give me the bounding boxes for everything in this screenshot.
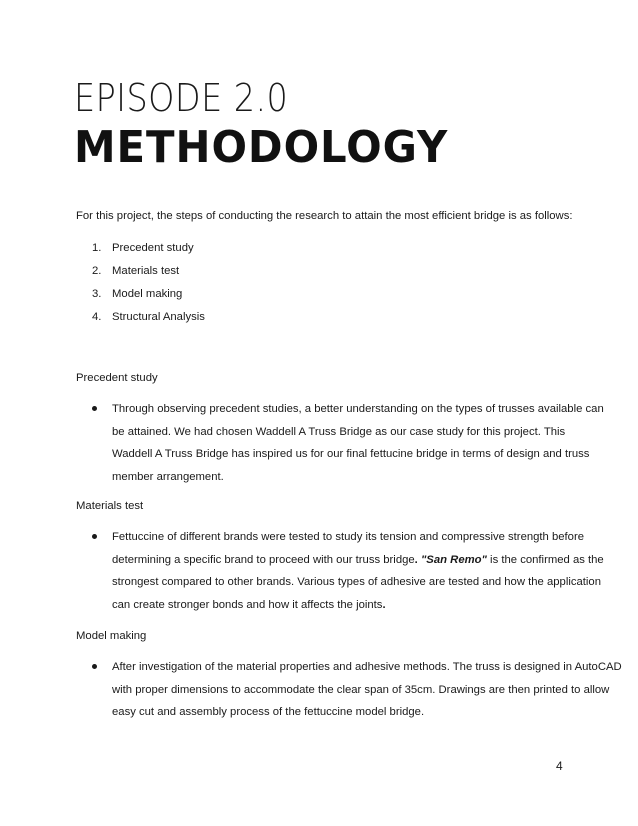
text-run: . xyxy=(414,553,418,566)
paragraph-line: Fettuccine of different brands were tested to study its tension and compressive strength before xyxy=(112,531,585,543)
paragraph-line: strongest compared to other brands. Various types of adhesive are tested and how the application xyxy=(112,576,601,589)
list-number: 1. xyxy=(92,242,102,254)
brand-name-emphasis: "San Remo" xyxy=(417,553,487,566)
bullet-dot-icon xyxy=(92,534,97,539)
episode-label: EPISODE 2.0 xyxy=(74,76,289,120)
section-heading-model: Model making xyxy=(76,630,147,642)
text-run: . xyxy=(382,598,386,611)
paragraph-line xyxy=(112,594,572,617)
list-number: 2. xyxy=(92,265,102,277)
intro-paragraph: For this project, the steps of conducting the research to attain the most efficient bridge is as follows: xyxy=(76,210,573,222)
list-number: 4. xyxy=(92,311,102,323)
bullet-materials xyxy=(92,526,604,616)
list-item xyxy=(92,309,205,332)
section-heading-precedent: Precedent study xyxy=(76,372,158,384)
paragraph-line: with proper dimensions to accommodate the clear span of 35cm. Drawings are then printed to allow xyxy=(112,683,610,696)
bullet-dot-icon xyxy=(92,406,97,411)
list-item xyxy=(92,263,205,286)
text-run: can create stronger bonds and how it affects the joints xyxy=(112,598,383,611)
page-number: 4 xyxy=(556,759,563,773)
paragraph-line: be attained. We had chosen Waddell A Truss Bridge as our case study for this project. This xyxy=(112,425,566,438)
bullet-dot-icon xyxy=(92,664,97,669)
paragraph-line xyxy=(112,549,604,572)
bullet-model xyxy=(92,656,622,724)
section-heading-materials: Materials test xyxy=(76,500,144,512)
list-item xyxy=(92,240,205,263)
list-item xyxy=(92,286,205,309)
bullet-precedent xyxy=(92,398,604,488)
list-item-label: Model making xyxy=(112,288,183,300)
paragraph-line: Through observing precedent studies, a better understanding on the types of trusses available can xyxy=(112,403,604,415)
list-number: 3. xyxy=(92,288,102,300)
list-item-label: Precedent study xyxy=(112,242,194,254)
paragraph-line: member arrangement. xyxy=(112,470,224,483)
page-title: METHODOLOGY xyxy=(74,122,449,173)
text-run: is the confirmed as the xyxy=(486,553,604,566)
list-item-label: Structural Analysis xyxy=(112,311,205,323)
paragraph-line: Waddell A Truss Bridge has inspired us for our final fettucine bridge in terms of design and truss xyxy=(112,448,590,461)
paragraph-line: easy cut and assembly process of the fettuccine model bridge. xyxy=(112,706,425,719)
text-run: determining a specific brand to proceed with our truss bridge xyxy=(112,553,415,566)
list-item-label: Materials test xyxy=(112,265,180,277)
paragraph-line: After investigation of the material properties and adhesive methods. The truss is designed in AutoCAD xyxy=(112,661,622,673)
steps-list xyxy=(92,240,205,332)
